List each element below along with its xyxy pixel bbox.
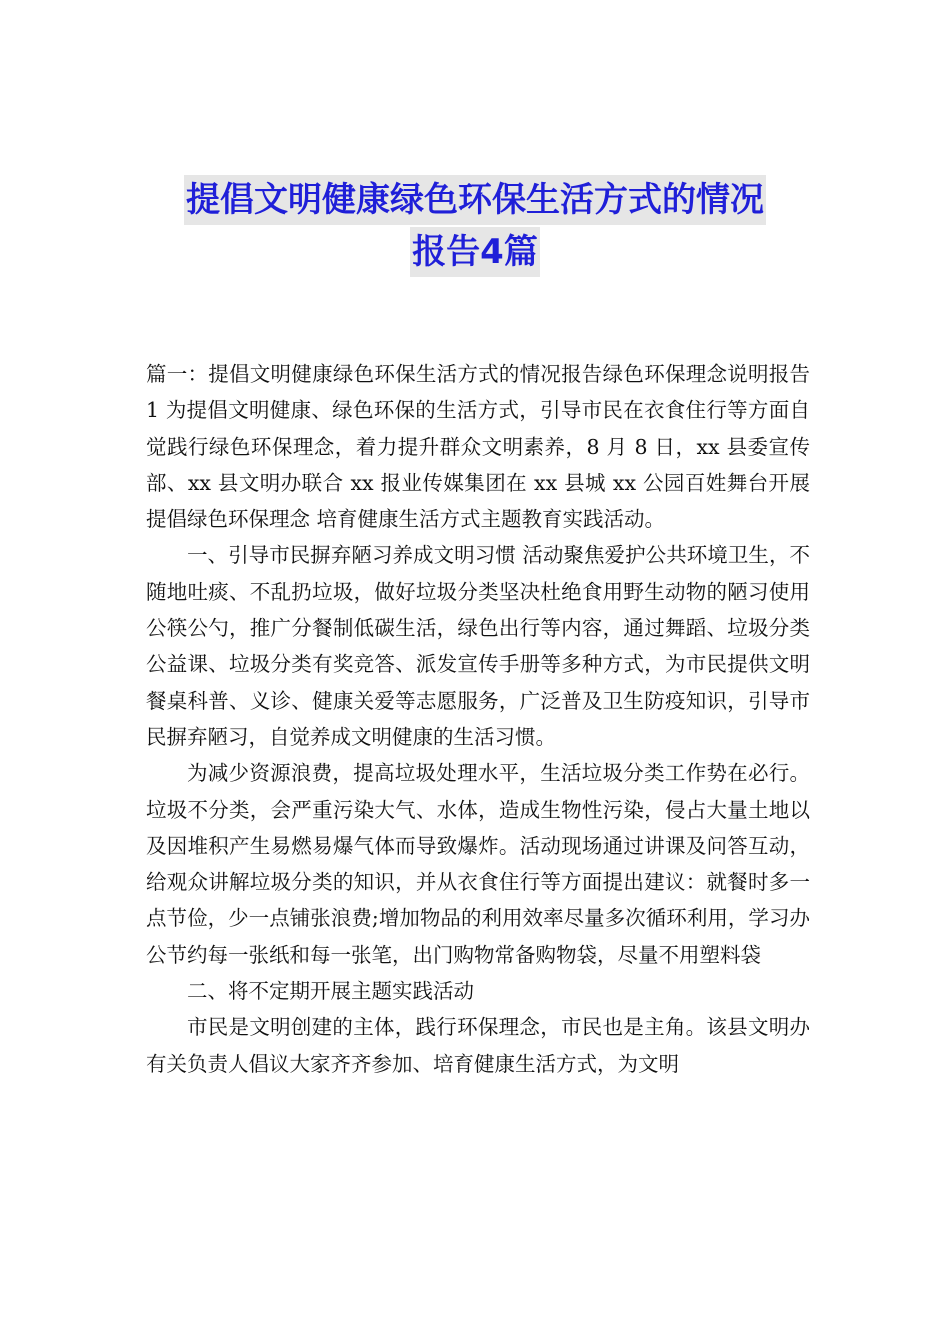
paragraph-intro: 篇一：提倡文明健康绿色环保生活方式的情况报告绿色环保理念说明报告 1 为提倡文明健康、绿色环保的生活方式，引导市民在衣食住行等方面自觉践行绿色环保理念，着力提升群众文明素养，8 月 8 日，xx 县委宣传部、xx 县文明办联合 xx 报业传媒集团在 xx 县城 xx 公园百姓舞台开展提倡绿色环保理念 培育健康生活方式主题教育实践活动。 — [146, 362, 810, 532]
paragraph-waste-sorting: 为减少资源浪费，提高垃圾处理水平，生活垃圾分类工作势在必行。垃圾不分类，会严重污染大气、水体，造成生物性污染，侵占大量土地以及因堆积产生易燃易爆气体而导致爆炸。活动现场通过讲课及问答互动，给观众讲解垃圾分类的知识，并从衣食住行等方面提出建议：就餐时多一点节俭，少一点铺张浪费;增加物品的利用效率尽量多次循环利用，学习办公节约每一张纸和每一张笔，出门购物常备购物袋，尽量不用塑料袋 — [146, 761, 810, 967]
document-body — [146, 356, 810, 1082]
paragraph-section-1: 一、引导市民摒弃陋习养成文明习惯 活动聚焦爱护公共环境卫生，不随地吐痰、不乱扔垃圾，做好垃圾分类坚决杜绝食用野生动物的陋习使用公筷公勺，推广分餐制低碳生活，绿色出行等内容，通过舞蹈、垃圾分类公益课、垃圾分类有奖竞答、派发宣传手册等多种方式，为市民提供文明餐桌科普、义诊、健康关爱等志愿服务，广泛普及卫生防疫知识，引导市民摒弃陋习，自觉养成文明健康的生活习惯。 — [146, 543, 810, 749]
paragraph-section-2-heading: 二、将不定期开展主题实践活动 — [187, 979, 474, 1004]
title-line-2: 报告4篇 — [410, 227, 540, 277]
document-title — [120, 174, 830, 278]
paragraph-citizens: 市民是文明创建的主体，践行环保理念，市民也是主角。该县文明办有关负责人倡议大家齐齐参加、培育健康生活方式，为文明 — [146, 1015, 810, 1076]
title-line-1: 提倡文明健康绿色环保生活方式的情况 — [184, 175, 766, 225]
